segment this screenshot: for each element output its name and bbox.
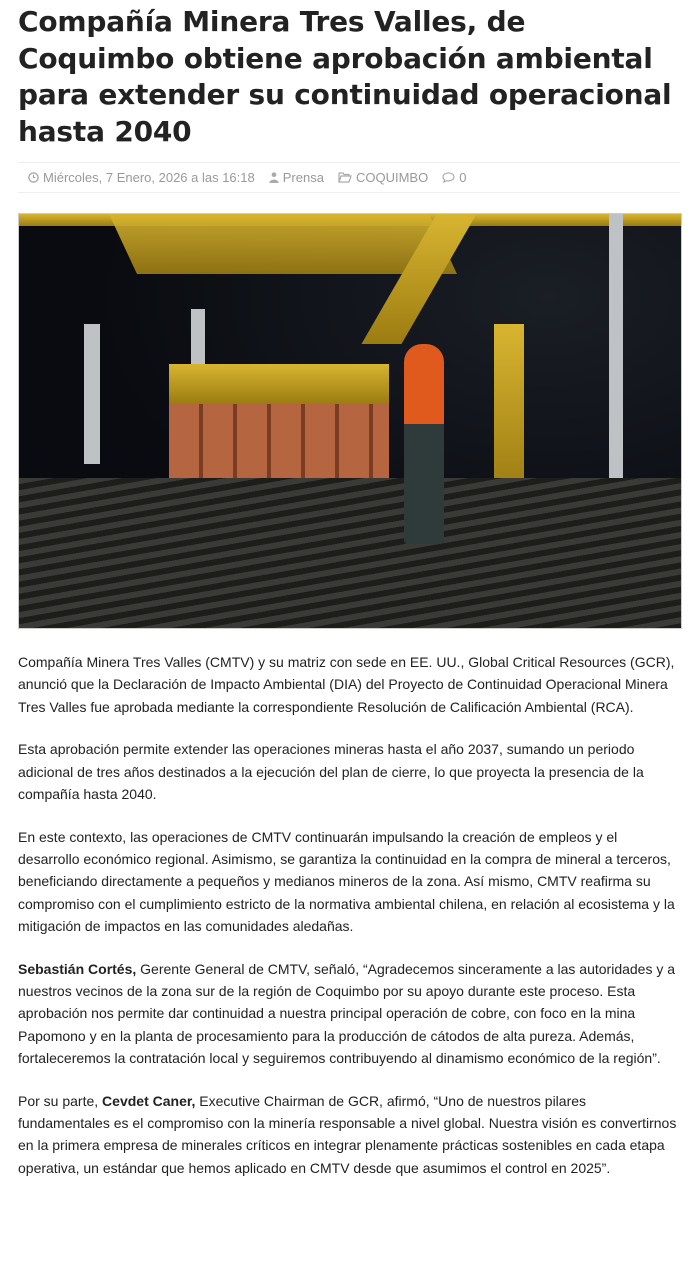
- speaker-name: Cevdet Caner,: [102, 1092, 196, 1109]
- clock-icon: [28, 172, 39, 183]
- article-title: Compañía Minera Tres Valles, de Coquimbo obtiene aprobación ambiental para extender su continuidad operacional hasta 2040: [18, 5, 672, 148]
- category-text[interactable]: COQUIMBO: [355, 170, 429, 185]
- paragraph: Esta aprobación permite extender las operaciones mineras hasta el año 2037, sumando un periodo adicional de tres años destinados a la ejecución del plan de cierre, lo que proyecta la presencia de la compañía hasta 2040.: [18, 741, 644, 802]
- date-text: Miércoles, 7 Enero, 2026 a las 16:18: [43, 170, 255, 185]
- paragraph: Compañía Minera Tres Valles (CMTV) y su matriz con sede en EE. UU., Global Critical Resources (GCR), anunció que la Declaración de Impacto Ambiental (DIA) del Proyecto de Continuidad Operacional Minera Tres Valles fue aprobada mediante la correspondiente Resolución de Calificación Ambiental (RCA).: [18, 654, 675, 715]
- category[interactable]: [338, 170, 428, 185]
- article-image: [18, 213, 682, 629]
- article-meta: [18, 162, 680, 193]
- article: [0, 4, 700, 1179]
- comments[interactable]: [442, 170, 466, 185]
- paragraph: Sebastián Cortés, Gerente General de CMTV, señaló, “Agradecemos sinceramente a las autoridades y a nuestros vecinos de la zona sur de la región de Coquimbo por su apoyo durante este proceso. Esta aprobación nos permite dar continuidad a nuestra principal operación de cobre, con foco en la mina Papomono y en la planta de procesamiento para la producción de cátodos de alta pureza. Además, fortaleceremos la contratación local y seguiremos contribuyendo al dinamismo económico de la región”.: [18, 960, 676, 1066]
- author-text[interactable]: Prensa: [282, 170, 324, 185]
- comments-count[interactable]: 0: [459, 170, 467, 185]
- author[interactable]: [269, 170, 324, 185]
- folder-open-icon: [338, 172, 352, 183]
- article-body: [18, 651, 680, 1179]
- speaker-name: Sebastián Cortés,: [18, 960, 137, 977]
- paragraph: En este contexto, las operaciones de CMTV continuarán impulsando la creación de empleos y el desarrollo económico regional. Asimismo, se garantiza la continuidad en la compra de mineral a terceros, beneficiando directamente a pequeños y medianos mineros de la zona. Así mismo, CMTV reafirma su compromiso con el cumplimiento estricto de la normativa ambiental chilena, en relación al ecosistema y la mitigación de impactos en las comunidades aledañas.: [18, 828, 675, 934]
- user-icon: [269, 172, 279, 183]
- comment-icon: [442, 172, 455, 183]
- date: [28, 170, 255, 185]
- paragraph: Por su parte, Cevdet Caner, Executive Chairman de GCR, afirmó, “Uno de nuestros pilares fundamentales es el compromiso con la minería responsable a nivel global. Nuestra visión es convertirnos en la primera empresa de minerales críticos en integrar plenamente prácticas sostenibles en cada etapa operativa, un estándar que hemos aplicado en CMTV desde que asumimos el control en 2025”.: [18, 1092, 677, 1176]
